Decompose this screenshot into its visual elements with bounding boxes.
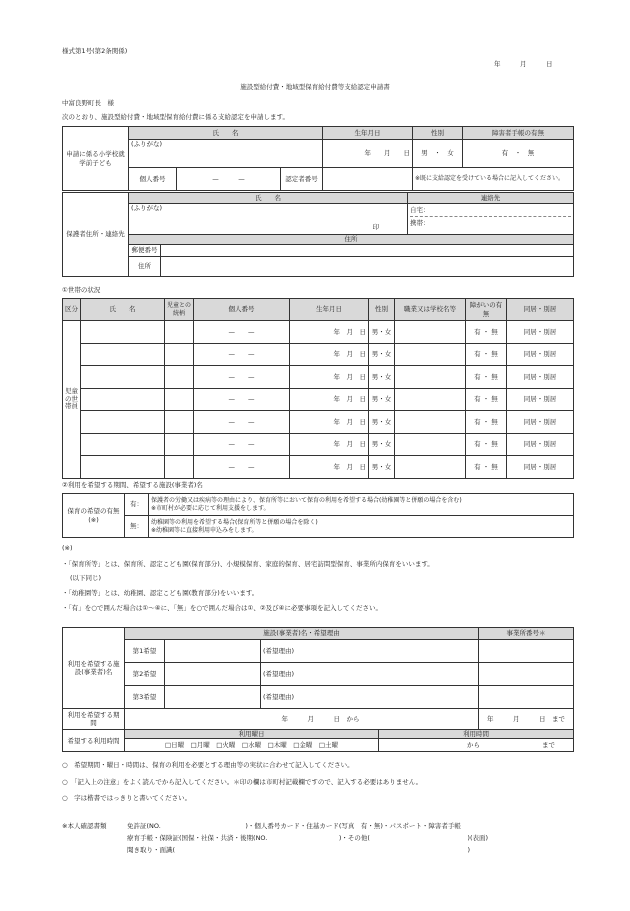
- child-dob-field[interactable]: 年 月 日: [323, 140, 413, 168]
- id-docs-line-1: 免許証(NO. )・個人番号カード・住基カード(写真 有・無)・パスポート・障害者手帳: [127, 822, 461, 830]
- hh-job-field[interactable]: [395, 366, 466, 389]
- hh-gender-field[interactable]: 男・女: [369, 343, 395, 366]
- note-3: ・「有」を○で囲んだ場合は①～④に、「無」を○で囲んだ場合は①、②及び④に必要事項を記入してください。: [62, 604, 382, 612]
- hh-disability-field[interactable]: 有 ・ 無: [466, 456, 507, 479]
- hh-id-field[interactable]: — —: [194, 343, 290, 366]
- guardian-contact-header: 連絡先: [408, 193, 574, 204]
- child-gender-field[interactable]: 男 ・ 女: [413, 140, 463, 168]
- hh-name-field[interactable]: [81, 411, 165, 434]
- address-field[interactable]: [161, 257, 574, 277]
- hours-header: 利用時間: [379, 730, 574, 739]
- child-disability-header: 障害者手帳の有無: [463, 127, 574, 140]
- hh-disability-field[interactable]: 有 ・ 無: [466, 366, 507, 389]
- form-number: 様式第1号(第2条関係): [62, 47, 128, 55]
- period-label: 利用を希望する期間: [63, 709, 125, 730]
- id-docs-label: ※本人確認書類: [62, 822, 107, 830]
- hh-living-field[interactable]: 同居・別居: [507, 411, 574, 434]
- hh-dob-field[interactable]: 年 月 日: [290, 343, 369, 366]
- guardian-name-header: 氏 名: [129, 193, 408, 204]
- hh-gender-field[interactable]: 男・女: [369, 321, 395, 344]
- date-line: 年 月 日: [494, 60, 553, 68]
- days-checkboxes[interactable]: □日曜 □月曜 □火曜 □水曜 □木曜 □金曜 □土曜: [125, 739, 379, 752]
- wish-no-option[interactable]: 無：: [125, 516, 149, 538]
- hh-gender-field[interactable]: 男・女: [369, 366, 395, 389]
- usage-table: [62, 493, 574, 538]
- guardian-phone-field[interactable]: [408, 204, 574, 235]
- hh-name-field[interactable]: [81, 343, 165, 366]
- address-label: 住所: [129, 257, 161, 277]
- hh-relation-field[interactable]: [165, 343, 194, 366]
- hh-living-field[interactable]: 同居・別居: [507, 433, 574, 456]
- wish-yes-line1: 保護者の労働又は疾病等の理由により、保育所等において保育の利用を希望する場合(幼稚園等と併願の場合を含む): [151, 496, 462, 504]
- facility-table: [62, 627, 574, 730]
- hh-disability-field[interactable]: 有 ・ 無: [466, 433, 507, 456]
- hh-disability-field[interactable]: 有 ・ 無: [466, 343, 507, 366]
- hh-relation-field[interactable]: [165, 366, 194, 389]
- wish-no-text: [149, 516, 574, 538]
- hh-living-field[interactable]: 同居・別居: [507, 343, 574, 366]
- hh-dob-field[interactable]: 年 月 日: [290, 456, 369, 479]
- choice-3-reason-field[interactable]: (希望理由): [261, 686, 479, 709]
- time-table: [62, 729, 574, 752]
- hours-to: まで: [542, 741, 555, 750]
- hh-header-0: 区分: [63, 299, 81, 321]
- child-label: 申請に係る小学校就学前子ども: [63, 127, 129, 191]
- guardian-furigana: (ふりがな): [131, 204, 163, 212]
- hh-job-field[interactable]: [395, 321, 466, 344]
- hh-id-field[interactable]: — —: [194, 366, 290, 389]
- note-1b: (以下同じ): [70, 574, 102, 582]
- household-table: [62, 298, 574, 479]
- household-side-label: 児童の世帯員: [63, 321, 81, 479]
- notes-head: (※): [62, 544, 73, 552]
- facility-name-header: 施設(事業者)名・希望理由: [125, 628, 479, 640]
- note-2: ・「幼稚園等」とは、幼稚園、認定こども園(教育部分)をいいます。: [62, 589, 259, 597]
- child-disability-field[interactable]: 有 ・ 無: [463, 140, 574, 168]
- hh-living-field[interactable]: 同居・別居: [507, 388, 574, 411]
- child-name-header: 氏 名: [129, 127, 323, 140]
- wish-yes-option[interactable]: 有：: [125, 494, 149, 516]
- wish-yes-text: [149, 494, 574, 516]
- hh-header-6: 職業又は学校名等: [395, 299, 466, 321]
- usage-section-title: ②利用を希望する期間、希望する施設(事業者)名: [62, 481, 203, 489]
- child-name-field[interactable]: (ふりがな): [129, 140, 323, 168]
- hh-dob-field[interactable]: 年 月 日: [290, 433, 369, 456]
- intro-text: 次のとおり、施設型給付費・地域型保育給付費に係る支給認定を申請します。: [62, 113, 289, 121]
- choice-2-office-field[interactable]: [479, 663, 574, 686]
- hh-job-field[interactable]: [395, 388, 466, 411]
- hh-gender-field[interactable]: 男・女: [369, 411, 395, 434]
- choice-2-name-field[interactable]: [165, 663, 261, 686]
- wish-no-line2: ※幼稚園等に直接利用申込みをします。: [151, 526, 258, 534]
- child-gender-header: 性別: [413, 127, 463, 140]
- period-to-field[interactable]: 年 月 日 まで: [479, 709, 574, 730]
- id-docs-line-3: 聞き取り・面識( ): [127, 846, 471, 854]
- choice-2-reason-field[interactable]: (希望理由): [261, 663, 479, 686]
- hours-from: から: [467, 741, 480, 750]
- hh-relation-field[interactable]: [165, 433, 194, 456]
- childcare-wish-label: 保育の希望の有無(※): [63, 494, 125, 538]
- postal-label: 郵便番号: [129, 245, 161, 257]
- hh-disability-field[interactable]: 有 ・ 無: [466, 321, 507, 344]
- hh-job-field[interactable]: [395, 433, 466, 456]
- choice-3-name-field[interactable]: [165, 686, 261, 709]
- postal-field[interactable]: [161, 245, 574, 257]
- hh-header-1: 氏 名: [81, 299, 165, 321]
- choice-3-label: 第3希望: [125, 686, 165, 709]
- hh-disability-field[interactable]: 有 ・ 無: [466, 388, 507, 411]
- hours-field[interactable]: [379, 739, 574, 752]
- hh-relation-field[interactable]: [165, 388, 194, 411]
- remark-1: ○ 希望期間・曜日・時間は、保育の利用を必要とする理由等の実状に合わせて記入してください。: [62, 761, 354, 769]
- hh-header-2: 児童との続柄: [165, 299, 194, 321]
- hh-header-3: 個人番号: [194, 299, 290, 321]
- hh-living-field[interactable]: 同居・別居: [507, 366, 574, 389]
- remark-3: ○ 字は楷書ではっきりと書いてください。: [62, 794, 192, 802]
- choice-2-label: 第2希望: [125, 663, 165, 686]
- hh-name-field[interactable]: [81, 321, 165, 344]
- time-label: 希望する利用時間: [63, 730, 125, 752]
- recipient: 中富良野町長 様: [62, 99, 114, 107]
- hh-id-field[interactable]: — —: [194, 456, 290, 479]
- days-header: 利用曜日: [125, 730, 379, 739]
- cert-note: ※既に支給認定を受けている場合に記入してください。: [413, 168, 574, 191]
- choice-3-office-field[interactable]: [479, 686, 574, 709]
- child-id-field[interactable]: — —: [177, 168, 281, 191]
- choice-1-name-field[interactable]: [165, 640, 261, 663]
- guardian-name-field[interactable]: [129, 204, 408, 235]
- facility-label: 利用を希望する施設(事業者)名: [63, 628, 125, 709]
- id-docs-line-2: 療育手帳・保険証(国保・社保・共済・後期(NO. )・その他( )(表面): [127, 834, 489, 842]
- child-table: [62, 126, 574, 191]
- hh-dob-field[interactable]: 年 月 日: [290, 366, 369, 389]
- hh-dob-field[interactable]: 年 月 日: [290, 411, 369, 434]
- period-from-field[interactable]: 年 月 日 から: [125, 709, 479, 730]
- hh-name-field[interactable]: [81, 433, 165, 456]
- wish-yes-line2: ※市町村が必要に応じて利用支援をします。: [151, 504, 270, 512]
- home-phone: 自宅：: [410, 204, 571, 217]
- address-header: 住所: [129, 235, 574, 245]
- hh-living-field[interactable]: 同居・別居: [507, 321, 574, 344]
- hh-id-field[interactable]: — —: [194, 433, 290, 456]
- hh-gender-field[interactable]: 男・女: [369, 433, 395, 456]
- hh-id-field[interactable]: — —: [194, 388, 290, 411]
- household-section-title: ①世帯の状況: [62, 286, 101, 294]
- hh-header-8: 同居・別居: [507, 299, 574, 321]
- hh-id-field[interactable]: — —: [194, 411, 290, 434]
- hh-relation-field[interactable]: [165, 411, 194, 434]
- remark-2: ○ 「記入上の注意」をよく読んでから記入してください。＊印の欄は市町村記載欄ですので、記入する必要はありません。: [62, 778, 423, 786]
- hh-name-field[interactable]: [81, 456, 165, 479]
- hh-dob-field[interactable]: 年 月 日: [290, 388, 369, 411]
- hh-living-field[interactable]: 同居・別居: [507, 456, 574, 479]
- guardian-label: 保護者住所・連絡先: [63, 193, 129, 277]
- hh-id-field[interactable]: — —: [194, 321, 290, 344]
- mobile-phone: 携帯：: [410, 219, 430, 228]
- hh-job-field[interactable]: [395, 411, 466, 434]
- hh-header-4: 生年月日: [290, 299, 369, 321]
- hh-job-field[interactable]: [395, 343, 466, 366]
- guardian-table: [62, 192, 574, 277]
- hh-gender-field[interactable]: 男・女: [369, 456, 395, 479]
- hh-disability-field[interactable]: 有 ・ 無: [466, 411, 507, 434]
- seal-mark: 印: [372, 222, 379, 231]
- hh-dob-field[interactable]: 年 月 日: [290, 321, 369, 344]
- hh-relation-field[interactable]: [165, 321, 194, 344]
- form-title: 施設型給付費・地域型保育給付費等支給認定申請書: [240, 83, 390, 91]
- hh-gender-field[interactable]: 男・女: [369, 388, 395, 411]
- office-number-header: 事業所番号＊: [479, 628, 574, 640]
- cert-number-label: 認定者番号: [281, 168, 323, 191]
- note-1: ・「保育所等」とは、保育所、認定こども園(保育部分)、小規模保育、家庭的保育、居宅訪問型保育、事業所内保育をいいます。: [62, 560, 434, 568]
- wish-no-line1: 幼稚園等の利用を希望する場合(保育所等と併願の場合を除く): [151, 518, 318, 526]
- hh-name-field[interactable]: [81, 388, 165, 411]
- choice-1-reason-field[interactable]: (希望理由): [261, 640, 479, 663]
- choice-1-label: 第1希望: [125, 640, 165, 663]
- hh-header-5: 性別: [369, 299, 395, 321]
- child-dob-header: 生年月日: [323, 127, 413, 140]
- hh-name-field[interactable]: [81, 366, 165, 389]
- hh-relation-field[interactable]: [165, 456, 194, 479]
- choice-1-office-field[interactable]: [479, 640, 574, 663]
- cert-number-field[interactable]: [323, 168, 413, 191]
- child-id-label: 個人番号: [129, 168, 177, 191]
- hh-job-field[interactable]: [395, 456, 466, 479]
- hh-header-7: 障がいの有無: [466, 299, 507, 321]
